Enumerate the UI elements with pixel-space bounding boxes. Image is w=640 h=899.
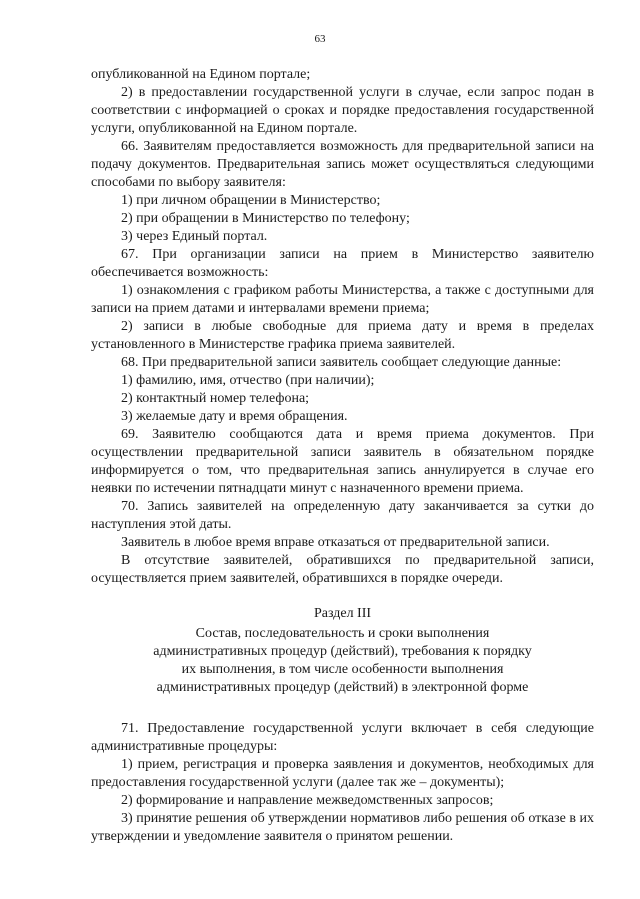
list-item-full-name: 1) фамилию, имя, отчество (при наличии); (121, 373, 375, 388)
section-title-line: Состав, последовательность и сроки выполнения (195, 626, 490, 641)
paragraph-67: 67. При организации записи на прием в Министерство заявителю обеспечивается возможность: (91, 247, 594, 280)
section-label: Раздел III (313, 606, 372, 621)
list-item-date-time: 3) желаемые дату и время обращения. (121, 409, 348, 424)
section-title-line: административных процедур (действий) в электронной форме (156, 680, 529, 695)
paragraph-cancel-right: Заявитель в любое время вправе отказаться от предварительной записи. (121, 535, 550, 550)
list-item-portal: 3) через Единый портал. (121, 229, 268, 244)
list-item-free-slot: 2) записи в любые свободные для приема дату и время в пределах установленного в Министерстве графика приема заявителей. (91, 319, 594, 352)
list-item-2-portal-request: 2) в предоставлении государственной услуги в случае, если запрос подан в соответствии с информацией о сроках и порядке предоставления государственной услуги, опубликованной на Едином портале. (91, 85, 594, 136)
paragraph-queue: В отсутствие заявителей, обратившихся по предварительной записи, осуществляется прием заявителей, обратившихся в порядке очереди. (91, 553, 594, 586)
page-number: 63 (314, 33, 326, 45)
list-item-schedule: 1) ознакомления с графиком работы Министерства, а также с доступными для записи на прием датами и интервалами времени приема; (91, 283, 594, 316)
paragraph-66: 66. Заявителям предоставляется возможность для предварительной записи на подачу документов. Предварительная запись может осуществляться следующими способами по выбору заявителя: (91, 139, 594, 190)
paragraph-continuation: опубликованной на Едином портале; (91, 67, 311, 82)
list-item-reception: 1) прием, регистрация и проверка заявления и документов, необходимых для предоставления государственной услуги (далее так же – документы); (91, 757, 594, 790)
section-title-line: административных процедур (действий), требования к порядку (153, 644, 532, 659)
paragraph-71: 71. Предоставление государственной услуги включает в себя следующие административные процедуры: (91, 721, 594, 754)
paragraph-70: 70. Запись заявителей на определенную дату заканчивается за сутки до наступления этой даты. (91, 499, 594, 532)
section-title-line: их выполнения, в том числе особенности выполнения (181, 662, 504, 677)
paragraph-69: 69. Заявителю сообщаются дата и время приема документов. При осуществлении предварительной записи заявитель в обязательном порядке информируется о том, что предварительная запись аннулируется в случае его неявки по истечении пятнадцати минут с назначенного времени приема. (91, 427, 594, 496)
list-item-phone-number: 2) контактный номер телефона; (121, 391, 310, 406)
list-item-requests: 2) формирование и направление межведомственных запросов; (121, 793, 494, 808)
paragraph-68: 68. При предварительной записи заявитель сообщает следующие данные: (121, 355, 562, 370)
document-body (91, 66, 594, 846)
list-item-phone: 2) при обращении в Министерство по телефону; (121, 211, 410, 226)
section-title (91, 625, 594, 697)
list-item-decision: 3) принятие решения об утверждении нормативов либо решения об отказе в их утверждении и уведомление заявителя о принятом решении. (91, 811, 594, 844)
list-item-personal-visit: 1) при личном обращении в Министерство; (121, 193, 381, 208)
